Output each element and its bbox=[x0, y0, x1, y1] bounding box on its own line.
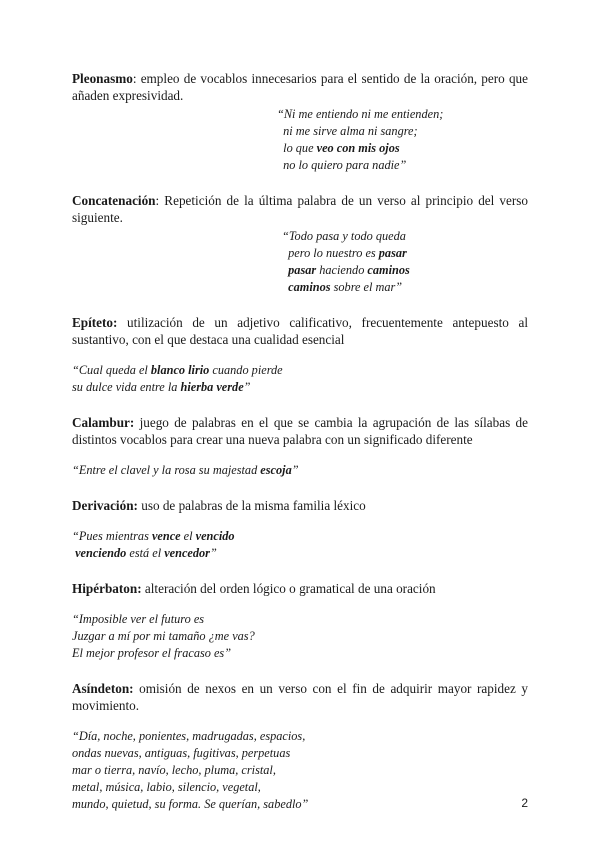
quote-calambur bbox=[72, 462, 528, 479]
section-hiperbaton bbox=[72, 580, 528, 662]
quote-line bbox=[72, 379, 528, 396]
quote-emphasis: pasar bbox=[288, 263, 317, 277]
quote-text: su dulce vida entre la bbox=[72, 380, 181, 394]
quote-emphasis: venciendo bbox=[75, 546, 127, 560]
quote-line bbox=[72, 362, 528, 379]
quote-text: ni me sirve alma ni sangre; bbox=[277, 124, 418, 138]
document-page bbox=[72, 70, 528, 813]
quote-text: “Imposible ver el futuro es bbox=[72, 612, 205, 626]
quote-text: “Pues mientras bbox=[72, 529, 152, 543]
definition-hiperbaton bbox=[72, 580, 528, 597]
quote-line bbox=[72, 762, 528, 779]
quote-emphasis: veo con mis ojos bbox=[316, 141, 400, 155]
quote-line bbox=[282, 245, 528, 262]
quote-line bbox=[277, 157, 528, 174]
quote-text: haciendo bbox=[316, 263, 368, 277]
quote-line bbox=[277, 140, 528, 157]
term: Asíndeton: bbox=[72, 681, 134, 696]
quote-text: El mejor profesor el fracaso es” bbox=[72, 646, 232, 660]
definition-text: : Repetición de la última palabra de un verso al principio del verso siguiente. bbox=[72, 193, 528, 225]
definition-pleonasmo bbox=[72, 70, 528, 104]
definition-text: : empleo de vocablos innecesarios para el sentido de la oración, pero que añaden expresividad. bbox=[72, 71, 528, 103]
quote-text: ” bbox=[291, 463, 299, 477]
definition-text: juego de palabras en el que se cambia la agrupación de las sílabas de distintos vocablos para crear una nueva palabra con un significado diferente bbox=[72, 415, 528, 447]
quote-line bbox=[277, 123, 528, 140]
quote-line bbox=[72, 745, 528, 762]
quote-text: metal, música, labio, silencio, vegetal, bbox=[72, 780, 261, 794]
quote-text: “Todo pasa y todo queda bbox=[282, 229, 406, 243]
quote-text: sobre el mar” bbox=[330, 280, 403, 294]
quote-text: no lo quiero para nadie” bbox=[277, 158, 407, 172]
section-pleonasmo bbox=[72, 70, 528, 174]
quote-concatenacion bbox=[282, 228, 528, 296]
quote-text: “Día, noche, ponientes, madrugadas, espacios, bbox=[72, 729, 306, 743]
term: Concatenación bbox=[72, 193, 156, 208]
quote-emphasis: pasar bbox=[378, 246, 407, 260]
quote-line bbox=[72, 779, 528, 796]
definition-asindeton bbox=[72, 680, 528, 714]
quote-line bbox=[282, 228, 528, 245]
quote-text: está el bbox=[126, 546, 165, 560]
quote-text: “Entre el clavel y la rosa su majestad bbox=[72, 463, 261, 477]
definition-epiteto bbox=[72, 314, 528, 348]
term: Derivación: bbox=[72, 498, 138, 513]
quote-emphasis: caminos bbox=[288, 280, 331, 294]
quote-emphasis: hierba verde bbox=[180, 380, 244, 394]
quote-emphasis: vence bbox=[151, 529, 181, 543]
quote-derivacion bbox=[72, 528, 528, 562]
quote-epiteto bbox=[72, 362, 528, 396]
term: Pleonasmo bbox=[72, 71, 133, 86]
quote-text: lo que bbox=[277, 141, 317, 155]
quote-text: Juzgar a mí por mi tamaño ¿me vas? bbox=[72, 629, 255, 643]
definition-text: omisión de nexos en un verso con el fin de adquirir mayor rapidez y movimiento. bbox=[72, 681, 528, 713]
quote-hiperbaton bbox=[72, 611, 528, 662]
quote-text: el bbox=[180, 529, 196, 543]
term: Hipérbaton: bbox=[72, 581, 142, 596]
term: Epíteto: bbox=[72, 315, 118, 330]
definition-calambur bbox=[72, 414, 528, 448]
quote-emphasis: vencido bbox=[195, 529, 235, 543]
section-asindeton bbox=[72, 680, 528, 813]
quote-line bbox=[277, 106, 528, 123]
quote-text: ondas nuevas, antiguas, fugitivas, perpetuas bbox=[72, 746, 291, 760]
section-concatenacion bbox=[72, 192, 528, 296]
section-derivacion bbox=[72, 497, 528, 562]
quote-text: mundo, quietud, su forma. Se querían, sabedlo” bbox=[72, 797, 309, 811]
section-calambur bbox=[72, 414, 528, 479]
term: Calambur: bbox=[72, 415, 135, 430]
quote-text: “Cual queda el bbox=[72, 363, 151, 377]
definition-text: uso de palabras de la misma familia léxico bbox=[137, 498, 366, 513]
quote-asindeton bbox=[72, 728, 528, 813]
quote-text: pero lo nuestro es bbox=[282, 246, 379, 260]
quote-line bbox=[72, 728, 528, 745]
quote-line bbox=[72, 611, 528, 628]
quote-text: ” bbox=[243, 380, 251, 394]
quote-line bbox=[282, 262, 528, 279]
definition-concatenacion bbox=[72, 192, 528, 226]
quote-line bbox=[72, 628, 528, 645]
quote-text: ” bbox=[209, 546, 217, 560]
quote-text: mar o tierra, navío, lecho, pluma, cristal, bbox=[72, 763, 276, 777]
section-epiteto bbox=[72, 314, 528, 396]
quote-line bbox=[72, 462, 528, 479]
definition-text: alteración del orden lógico o gramatical de una oración bbox=[141, 581, 436, 596]
quote-emphasis: vencedor bbox=[164, 546, 210, 560]
quote-line bbox=[72, 545, 528, 562]
quote-text: cuando pierde bbox=[209, 363, 283, 377]
quote-emphasis: caminos bbox=[367, 263, 410, 277]
quote-line bbox=[72, 796, 528, 813]
page-number: 2 bbox=[521, 796, 528, 810]
quote-line bbox=[72, 528, 528, 545]
quote-text: “Ni me entiendo ni me entienden; bbox=[277, 107, 444, 121]
quote-line bbox=[72, 645, 528, 662]
quote-line bbox=[282, 279, 528, 296]
quote-pleonasmo bbox=[277, 106, 528, 174]
definition-derivacion bbox=[72, 497, 528, 514]
quote-emphasis: escoja bbox=[260, 463, 292, 477]
definition-text: utilización de un adjetivo calificativo, frecuentemente antepuesto al sustantivo, con el que destaca una cualidad esencial bbox=[72, 315, 528, 347]
quote-emphasis: blanco lirio bbox=[150, 363, 210, 377]
